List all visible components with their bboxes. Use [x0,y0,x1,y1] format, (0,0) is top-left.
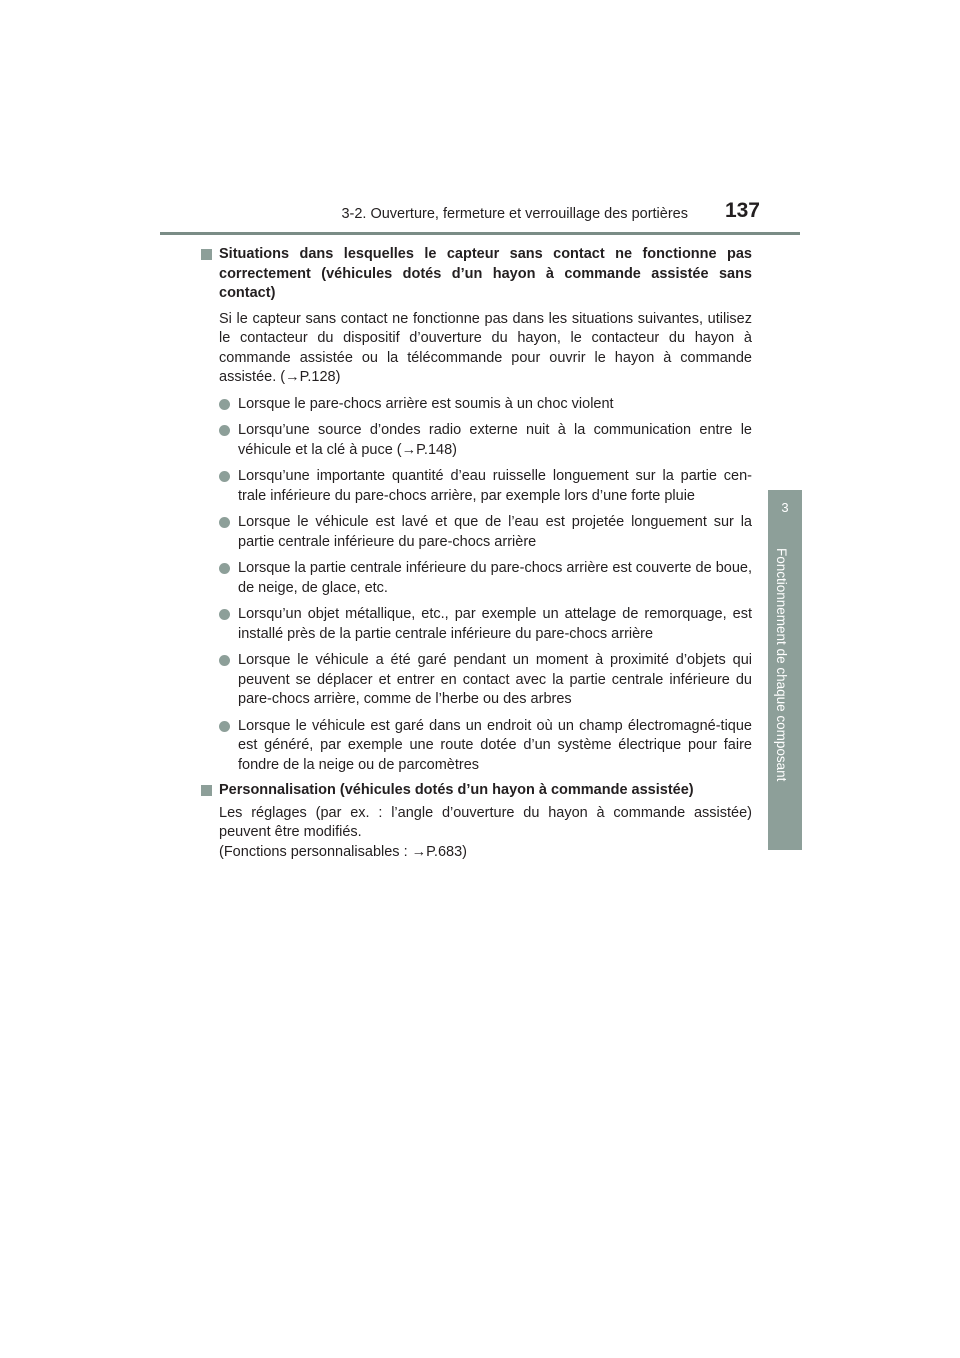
round-bullet-icon [219,721,230,732]
section-heading-text: Personnalisation (véhicules dotés d’un hayon à commande assistée) [219,782,694,798]
customization-paragraph: Les réglages (par ex. : l’angle d’ouverture du hayon à commande assistée) peuvent être modifiés. [219,804,752,840]
customization-reference: (Fonctions personnalisables : →P.683) [219,843,467,860]
list-item [219,467,752,506]
section-heading-customization [200,781,752,801]
round-bullet-icon [219,399,230,410]
round-bullet-icon [219,609,230,620]
square-bullet-icon [201,785,212,796]
list-item [219,395,752,415]
running-header-title: 3-2. Ouverture, fermeture et verrouillage des portières [341,206,688,222]
list-item [219,513,752,552]
list-item-text: Lorsqu’une source d’ondes radio externe nuit à la communication entre le véhicule et la clé à puce (→P.148) [238,422,752,458]
round-bullet-icon [219,425,230,436]
round-bullet-icon [219,563,230,574]
round-bullet-icon [219,517,230,528]
list-item [219,717,752,776]
round-bullet-icon [219,471,230,482]
list-item [219,421,752,460]
list-item [219,651,752,710]
page-number: 137 [724,199,760,222]
list-item-text: Lorsqu’une importante quantité d’eau ruisselle longuement sur la partie cen-trale inférieure du pare-chocs arrière, par exemple lors d’une forte pluie [238,468,752,504]
round-bullet-icon [219,655,230,666]
list-item-text: Lorsqu’un objet métallique, etc., par exemple un attelage de remorquage, est installé près de la partie centrale inférieure du pare-chocs arrière [238,606,752,642]
list-item-text: Lorsque la partie centrale inférieure du pare-chocs arrière est couverte de boue, de neige, de glace, etc. [238,560,752,596]
section-heading-sensor [200,245,752,304]
chapter-tab-label: Fonctionnement de chaque composant [774,548,789,782]
list-item-text: Lorsque le véhicule est lavé et que de l’eau est projetée longuement sur la partie centrale inférieure du pare-chocs arrière [238,514,752,550]
chapter-tab-number: 3 [781,500,789,515]
list-item [219,605,752,644]
list-item-text: Lorsque le véhicule est garé dans un endroit où un champ électromagné-tique est généré, par exemple une route dotée d’un système électrique pour faire fondre de la neige ou de parcomètres [238,717,752,773]
list-item [219,559,752,598]
header-rule [160,232,800,235]
main-content [200,245,752,862]
section-heading-text: Situations dans lesquelles le capteur sans contact ne fonctionne pas correctement (véhicules dotés d’un hayon à commande assistée sans contact) [219,246,752,301]
list-item-text: Lorsque le véhicule a été garé pendant un moment à proximité d’objets qui peuvent se déplacer et entrer en contact avec la partie centrale inférieure du pare-chocs arrière, comme de l’herbe ou des arbres [238,652,752,707]
section-intro-paragraph: Si le capteur sans contact ne fonctionne pas dans les situations suivantes, utilisez le contacteur du dispositif d’ouverture du hayon, le contacteur du hayon à commande assistée ou la télécommande pour ouvrir le hayon à commande assistée. (→P.128) [219,310,752,385]
list-item-text: Lorsque le pare-chocs arrière est soumis à un choc violent [238,395,614,412]
square-bullet-icon [201,249,212,260]
